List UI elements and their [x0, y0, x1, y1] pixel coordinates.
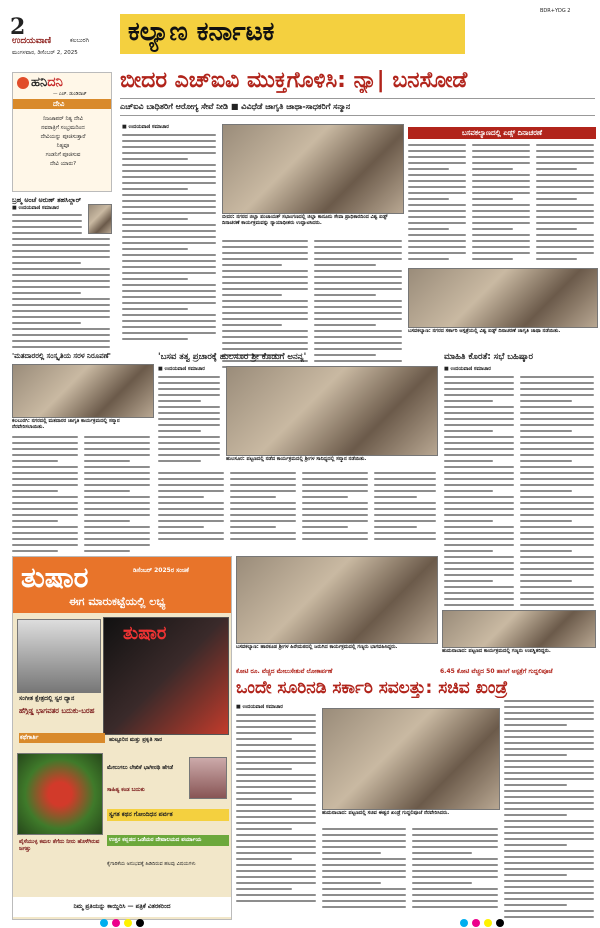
middle-column-5: [374, 472, 436, 544]
bottom-left-caption: ಬಸವಕಲ್ಯಾಣ: ಹಾರಕೂಡ ಶ್ರೀಗಳ ಹಿರೇಮಠದಲ್ಲಿ ಜರುಗಿದ ಕಾರ್ಯಕ್ರಮದಲ್ಲಿ ಗಣ್ಯರು ಭಾಗವಹಿಸಿದ್ದರು.: [236, 644, 398, 650]
right-headline: ಮಾಹಿತಿ ಕೊರತೆ: ಸಭೆ ಬಹಿಷ್ಕಾರ: [444, 352, 533, 362]
left-story1-column-1: [12, 214, 82, 238]
ad-item: ಕೈಗಾರಿಕೆಯ ಅನುಭವಕ್ಕೆ ಹಿಡಿದಿರುವ ಹಲವು ವಿಷಯಗಳು: [107, 861, 196, 867]
ad-item: ಹೆಗ್ಗಿಡ್ಡ ಭಾಗವತರ ಬದುಕು-ಬರಹ: [19, 707, 95, 715]
left-story2-headline: 'ಮತದಾರರಲ್ಲಿ ಸಂಸ್ಕೃತಿಯ ಸರಳ ನಿರೂಪಣೆ': [12, 352, 111, 360]
registration-mark: [484, 919, 492, 927]
lead-column-1: [122, 134, 216, 344]
paper-name: ಉದಯವಾಣಿ: [12, 36, 52, 46]
left-story1-column-2: [12, 238, 110, 352]
left-story1-photo: [88, 204, 112, 234]
bottom-column-4: [504, 700, 594, 922]
middle-photo: [226, 366, 438, 456]
middle-column-4: [302, 472, 368, 544]
bottom-headline: ಒಂದೇ ಸೂರಿನಡಿ ಸರ್ಕಾರಿ ಸವಲತ್ತು: ಸಚಿವ ಖಂಡ್ರೆ: [236, 678, 508, 698]
registration-marks: [0, 918, 600, 928]
ad-item: ಮೇಲುಗಲು ಲೇಖಿಕೆ ಭಾಗೀರಥಿ ಹೆಗಡೆ: [107, 765, 173, 771]
ad-tagline: ಈಗ ಮಾರುಕಟ್ಟೆಯಲ್ಲಿ ಲಭ್ಯ: [69, 595, 166, 608]
honey-title-a: ಹನಿ: [31, 75, 48, 90]
left-story2-photo-caption: ಕಲಬುರಗಿ: ನಗರದಲ್ಲಿ ಮತದಾರರ ಜಾಗೃತಿ ಕಾರ್ಯಕ್ರಮದಲ್ಲಿ ಸನ್ಮಾನ ನೆರವೇರಿಸಲಾಯಿತು.: [12, 418, 120, 430]
bottom-right-caption: ಹುಮನಾಬಾದ: ಪಟ್ಟಣದ ಕಾರ್ಯಕ್ರಮದಲ್ಲಿ ಗಣ್ಯರು ಉಪಸ್ಥಿತರಿದ್ದರು.: [442, 648, 551, 654]
ad-item: ಸಂಗೀತ ಕ್ಷೇತ್ರದಲ್ಲಿ ಸ್ವರ ಧ್ಯಾನ: [19, 695, 75, 702]
bottom-right-photo: [442, 610, 596, 648]
left-story2-column-2: [84, 436, 150, 556]
registration-mark: [496, 919, 504, 927]
ad-footer: ನಿಮ್ಮ ಪ್ರತಿಯನ್ನು ಕಾಯ್ದಿರಿಸಿ — ಪತ್ರಿಕೆ ವಿತರಕರಿಂದ: [13, 897, 231, 917]
page-code: BDR+YDG 2: [540, 8, 571, 14]
ad-plant-photo: [17, 753, 103, 835]
middle-byline: ■ ಉದಯವಾಣಿ ಸಮಾಚಾರ: [158, 366, 205, 372]
left-story2-column-1: [12, 436, 78, 556]
lead-subheadline: ಎಚ್‌ಐವಿ ಬಾಧಿತರಿಗೆ ಆರೋಗ್ಯ ಸೇವೆ ನೀಡಿ ■ ವಿವಿಧೆಡೆ ಜಾಗೃತಿ ಜಾಥಾ-ಸಾಧಕರಿಗೆ ಸನ್ಮಾನ: [120, 98, 595, 116]
honey-money-box: [12, 72, 112, 192]
side-photo-caption: ಬಸವಕಲ್ಯಾಣ: ನಗರದ ಸರ್ಕಾರಿ ಆಸ್ಪತ್ರೆಯಲ್ಲಿ ವಿಶ್ವ ಏಡ್ಸ್ ದಿನಾಚರಣೆ ಜಾಗೃತಿ ಜಾಥಾ ನಡೆಯಿತು.: [408, 328, 561, 334]
middle-column-1: [158, 376, 220, 466]
ad-item: ಹುಟ್ಟೂರಿನ ಮತ್ತು ಪ್ರಕೃತಿ ಸಾರ: [109, 737, 163, 743]
bottom-kicker-left: ಕೋಟಿ ರೂ. ವೆಚ್ಚದ ಮೇಲುಸೇತುವೆ ಲೋಕಾರ್ಪಣೆ: [236, 668, 333, 675]
right-column-1: [444, 376, 514, 616]
honey-icon: [17, 77, 29, 89]
poem-line: ನಿಜಜಾಪರ್ ನಿತ್ಯ ದೇವಿ: [43, 116, 83, 122]
lead-photo: [222, 124, 404, 214]
side-column-2: [472, 144, 530, 264]
poem-line: ನವರಾತ್ರಿಗೆ ಸಂಭ್ರಮದಿಂದ: [41, 125, 85, 131]
ad-cover-brand: ತುಷಾರ: [123, 623, 167, 644]
advertisement: [12, 556, 232, 920]
bottom-left-photo: [236, 556, 438, 644]
lead-photo-caption: ಬೀದರ: ನಗರದ ಜಿಲ್ಲಾ ಪಂಚಾಯತ್ ಸಭಾಂಗಣದಲ್ಲಿ ಜಿಲ್ಲಾ ಕಾನೂನು ಸೇವಾ ಪ್ರಾಧಿಕಾರದಿಂದ ವಿಶ್ವ ಏಡ್ಸ್ ದಿನಾಚರಣೆ ಕಾರ್ಯಕ್ರಮವನ್ನು ನ್ಯಾಯಾಧೀಶರು ಉದ್ಘಾಟಿಸಿದರು.: [222, 214, 388, 226]
ad-item: ಪೈಸೆಯುಳ್ಳ ಕಮಲ ತೆಗೆದು ನೀರು ಹೊಳೆಗಿರುವ ಜಗತ್ತು: [19, 839, 100, 852]
middle-headline: 'ಬಸವ ತತ್ವ ಪ್ರಚಾರಕ್ಕೆ ಹುಲಸೂರ ಶ್ರೀ ಕೊಡುಗೆ ಅನನ್ಯ': [158, 352, 307, 362]
middle-photo-caption: ಹುಲಸೂರ: ಪಟ್ಟಣದಲ್ಲಿ ನಡೆದ ಕಾರ್ಯಕ್ರಮದಲ್ಲಿ ಶ್ರೀಗಳ ಸಾನಿಧ್ಯದಲ್ಲಿ ಸನ್ಮಾನ ನಡೆಯಿತು.: [226, 456, 367, 462]
middle-column-2: [158, 472, 224, 544]
poem-line: ದೇವಿ ಯಾರು?: [49, 161, 77, 167]
ad-brand: ತುಷಾರ: [21, 561, 89, 594]
registration-mark: [112, 919, 120, 927]
ad-item: ಉತ್ತರ ಕನ್ನಡದ ಒಡೆಯರ ದೇವಾಲಯದ ಪರ್ಯಾಯ: [107, 835, 229, 846]
honey-byline: — ಎಚ್. ಡುಂಡಿರಾಜ್: [53, 92, 87, 97]
bottom-column-1: [236, 714, 316, 906]
page-number: 2: [10, 14, 26, 40]
bottom-column-2: [322, 828, 406, 912]
left-story1-headline: ಬ್ರಹ್ಮ ಅಂಚೆ ಅರುಣ್ ತಹಸಿಲ್ದಾರ್: [12, 196, 82, 204]
registration-mark: [100, 919, 108, 927]
registration-mark: [472, 919, 480, 927]
left-story1-byline: ■ ಉದಯವಾಣಿ ಸಮಾಚಾರ: [12, 205, 59, 211]
honey-title-b: ದನಿ: [47, 75, 63, 90]
bottom-kicker-right: 6.45 ಕೋಟಿ ವೆಚ್ಚದ 50 ಹಾಸಿಗೆ ಆಸ್ಪತ್ರೆಗೆ ಗುದ್ದಲಿಪೂಜೆ: [440, 668, 553, 675]
poem-line: ನಿತ್ಯವೂ: [56, 143, 70, 149]
right-byline: ■ ಉದಯವಾಣಿ ಸಮಾಚಾರ: [444, 366, 491, 372]
section-title: ಕಲ್ಯಾಣ ಕರ್ನಾಟಕ: [128, 17, 275, 47]
bottom-story-photo: [322, 708, 500, 810]
date: ಮಂಗಳವಾರ, ಡಿಸೆಂಬರ್ 2, 2025: [12, 50, 78, 56]
middle-column-3: [230, 472, 296, 544]
ad-issue: ಡಿಸೆಂಬರ್ 2025ರ ಸಂಚಿಕೆ: [133, 567, 189, 574]
ad-item: ಸಾಹಿತ್ಯ ಕಂಡ ಬದುಕು: [107, 787, 145, 793]
side-headline: ಬಸವಕಲ್ಯಾಣದಲ್ಲಿ ಏಡ್ಸ್ ದಿನಾಚರಣೆ: [408, 127, 596, 139]
poem-title: ದೇವಿ: [53, 100, 65, 108]
bottom-story-caption: ಹುಮನಾಬಾದ: ಪಟ್ಟಣದಲ್ಲಿ ಸಚಿವ ಈಶ್ವರ ಖಂಡ್ರೆ ಗುದ್ದಲಿಪೂಜೆ ನೆರವೇರಿಸಿದರು.: [322, 810, 450, 816]
ad-item: ಸ್ವಗತ ಕಥನ ಗೋಂದಿಧನ ಪರ್ವತ: [107, 809, 229, 821]
side-column-3: [536, 144, 594, 264]
ad-portrait: [17, 619, 101, 693]
bottom-column-3: [412, 828, 498, 912]
side-column-1: [408, 144, 466, 264]
registration-mark: [460, 919, 468, 927]
edition: ಕಲಬುರಗಿ: [70, 37, 90, 44]
ad-item: ಕಥೆಗಾರ್ತಿ: [19, 733, 105, 743]
bottom-byline: ■ ಉದಯವಾಣಿ ಸಮಾಚಾರ: [236, 704, 283, 710]
ad-author-photo: [189, 757, 227, 799]
side-photo: [408, 268, 598, 328]
lead-byline: ■ ಉದಯವಾಣಿ ಸಮಾಚಾರ: [122, 124, 169, 130]
left-story2-photo: [12, 364, 154, 418]
poem-line: ದೇವಿಯನ್ನು ಪೂಜಿಸುತ್ತಾರೆ: [40, 134, 86, 140]
registration-mark: [136, 919, 144, 927]
right-column-2: [520, 376, 594, 616]
registration-mark: [124, 919, 132, 927]
poem-line: ಗಂಡನಿಗೆ ಪೂಜಿಸುವ: [45, 152, 81, 158]
masthead: [0, 0, 600, 62]
lead-headline: ಬೀದರ ಎಚ್‌ಐವಿ ಮುಕ್ತಗೊಳಿಸಿ: ನ್ಯಾ| ಬನಸೋಡೆ: [120, 68, 468, 93]
